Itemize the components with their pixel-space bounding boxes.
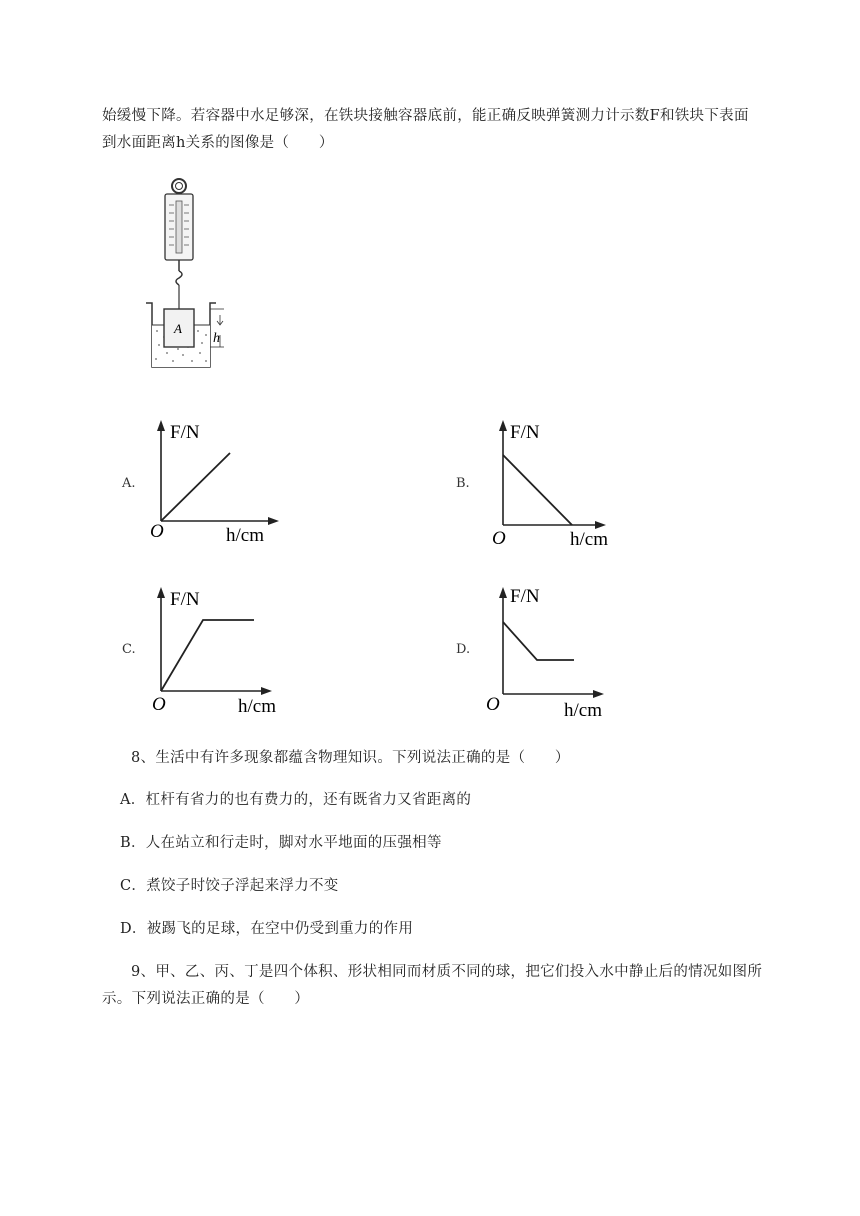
option-d-graph[interactable] [484, 582, 624, 722]
q8-option-a[interactable]: A．杠杆有省力的也有费力的，还有既省力又省距离的 [120, 792, 472, 808]
q8-option-c[interactable]: C．煮饺子时饺子浮起来浮力不变 [120, 878, 339, 894]
option-c-y-label: F/N [170, 589, 200, 610]
option-d-x-label: h/cm [564, 700, 602, 721]
option-c-graph[interactable] [148, 582, 293, 717]
option-d-letter[interactable]: D. [456, 642, 471, 657]
option-a-origin: O [150, 521, 164, 542]
q8-option-b[interactable]: B．人在站立和行走时，脚对水平地面的压强相等 [120, 835, 442, 851]
option-b-graph[interactable] [490, 415, 630, 550]
option-d-y-label: F/N [510, 586, 540, 607]
spring-scale-figure [140, 175, 230, 375]
option-b-y-label: F/N [510, 422, 540, 443]
option-c-origin: O [152, 694, 166, 715]
q7-stem-line1: 始缓慢下降。若容器中水足够深，在铁块接触容器底前，能正确反映弹簧测力计示数F和铁块下表面 [102, 108, 749, 124]
block-label: A [174, 321, 182, 336]
option-b-x-label: h/cm [570, 529, 608, 550]
option-a-graph[interactable] [148, 415, 288, 545]
option-a-y-label: F/N [170, 422, 200, 443]
option-c-x-label: h/cm [238, 696, 276, 717]
h-dimension-label: h [213, 331, 220, 346]
q7-stem-line2: 到水面距离h关系的图像是（ ） [102, 135, 334, 151]
q8-stem: 8、生活中有许多现象都蕴含物理知识。下列说法正确的是（ ） [131, 750, 570, 766]
q8-option-d[interactable]: D．被踢飞的足球，在空中仍受到重力的作用 [120, 921, 414, 937]
option-d-origin: O [486, 694, 500, 715]
q9-stem-line1: 9、甲、乙、丙、丁是四个体积、形状相同而材质不同的球，把它们投入水中静止后的情况如图所 [131, 964, 763, 980]
option-b-letter[interactable]: B. [456, 476, 470, 491]
option-c-letter[interactable]: C. [122, 642, 136, 657]
option-a-letter[interactable]: A. [122, 476, 136, 491]
q9-stem-line2: 示。下列说法正确的是（ ） [102, 991, 310, 1007]
option-a-x-label: h/cm [226, 525, 264, 545]
option-b-origin: O [492, 528, 506, 549]
